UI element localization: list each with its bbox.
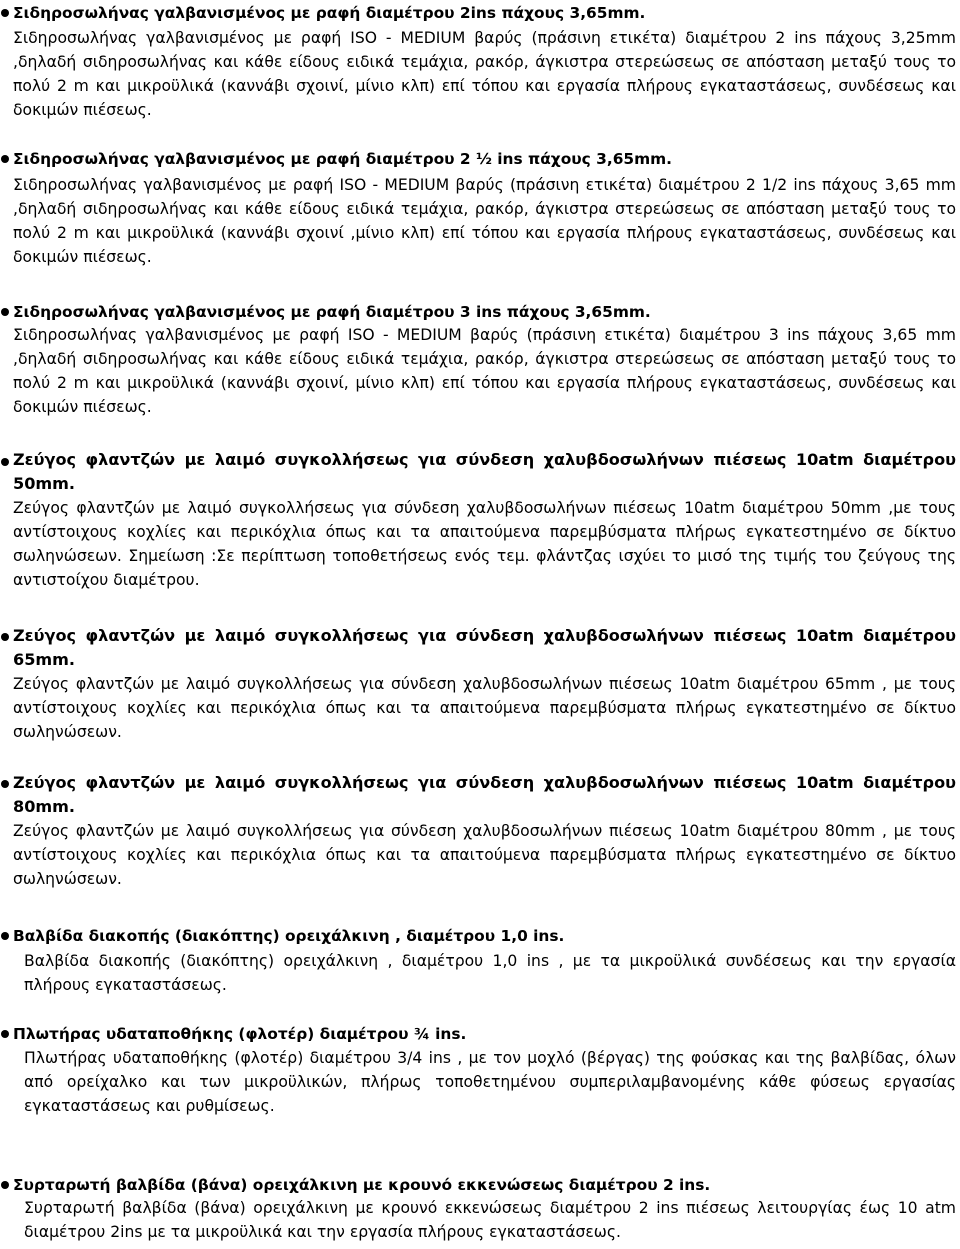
item-title: Σιδηροσωλήνας γαλβανισμένος με ραφή διαμέτρου 2ins πάχους 3,65mm.: [13, 4, 646, 22]
item-description: Συρταρωτή βαλβίδα (βάνα) ορειχάλκινη με κρουνό εκκενώσεως διαμέτρου 2 ins πιέσεως λειτουργίας έως 10 atm διαμέτρου 2ins με τα μικροϋλικά και την εργασία πλήρους εγκαταστάσεως.: [24, 1199, 956, 1241]
bullet-icon: [1, 1030, 9, 1038]
bullet-icon: [1, 932, 9, 940]
item-description: Ζεύγος φλαντζών με λαιμό συγκολλήσεως για σύνδεση χαλυβδοσωλήνων πιέσεως 10atm διαμέτρου 65mm , με τους αντίστοιχους κοχλίες και περικόχλια όπως και τα απαιτούμενα παρεμβύσματα πλήρως εγκατεστημένο σε δίκτυο σωληνώσεων.: [13, 675, 956, 741]
item-description: Σιδηροσωλήνας γαλβανισμένος με ραφή ISO - MEDIUM βαρύς (πράσινη ετικέτα) διαμέτρου 3 ins πάχους 3,65 mm ,δηλαδή σιδηροσωλήνας και κάθε είδους ειδικά τεμάχια, ρακόρ, άγκιστρα στερεώσεως σε απόσταση μεταξύ τους το πολύ 2 m και μικροϋλικά (καννάβι σχοινί, μίνιο κλπ) επί τόπου και εργασία πλήρους εγκαταστάσεως, συνδέσεως και δοκιμών πιέσεως.: [13, 326, 956, 416]
item-title: Πλωτήρας υδαταποθήκης (φλοτέρ) διαμέτρου ¾ ins.: [13, 1025, 467, 1043]
bullet-icon: [1, 9, 9, 17]
item-title: Βαλβίδα διακοπής (διακόπτης) ορειχάλκινη , διαμέτρου 1,0 ins.: [13, 927, 565, 945]
item-title: Ζεύγος φλαντζών με λαιμό συγκολλήσεως για σύνδεση χαλυβδοσωλήνων πιέσεως 10atm διαμέτρου 65mm.: [13, 626, 956, 669]
item-description: Πλωτήρας υδαταποθήκης (φλοτέρ) διαμέτρου 3/4 ins , με τον μοχλό (βέργας) της φούσκας και της βαλβίδας, όλων από ορείχαλκο και των μικροϋλικών, πλήρως τοποθετημένου συμπεριλαμβανομένης κάθε φύσεως εργασίας εγκαταστάσεως και ρυθμίσεως.: [24, 1049, 956, 1115]
bullet-icon: [1, 780, 9, 788]
item-description: Βαλβίδα διακοπής (διακόπτης) ορειχάλκινη , διαμέτρου 1,0 ins , με τα μικροϋλικά συνδέσεως και την εργασία πλήρους εγκαταστάσεως.: [24, 952, 956, 994]
item-title: Σιδηροσωλήνας γαλβανισμένος με ραφή διαμέτρου 2 ½ ins πάχους 3,65mm.: [13, 150, 673, 168]
item-title: Ζεύγος φλαντζών με λαιμό συγκολλήσεως για σύνδεση χαλυβδοσωλήνων πιέσεως 10atm διαμέτρου 50mm.: [13, 450, 956, 493]
item-description: Ζεύγος φλαντζών με λαιμό συγκολλήσεως για σύνδεση χαλυβδοσωλήνων πιέσεως 10atm διαμέτρου 50mm ,με τους αντίστοιχους κοχλίες και περικόχλια όπως και τα απαιτούμενα παρεμβύσματα πλήρως εγκατεστημένο σε δίκτυο σωληνώσεων. Σημείωση :Σε περίπτωση τοποθετήσεως ενός τεμ. φλάντζας ισχύει το μισό της τιμής του ζεύγους της αντιστοίχου διαμέτρου.: [13, 499, 956, 589]
item-title: Σιδηροσωλήνας γαλβανισμένος με ραφή διαμέτρου 3 ins πάχους 3,65mm.: [13, 303, 651, 321]
item-description: Ζεύγος φλαντζών με λαιμό συγκολλήσεως για σύνδεση χαλυβδοσωλήνων πιέσεως 10atm διαμέτρου 80mm , με τους αντίστοιχους κοχλίες και περικόχλια όπως και τα απαιτούμενα παρεμβύσματα πλήρως εγκατεστημένο σε δίκτυο σωληνώσεων.: [13, 822, 956, 888]
item-title: Ζεύγος φλαντζών με λαιμό συγκολλήσεως για σύνδεση χαλυβδοσωλήνων πιέσεως 10atm διαμέτρου 80mm.: [13, 773, 956, 816]
bullet-icon: [1, 155, 9, 163]
bullet-icon: [1, 308, 9, 316]
item-description: Σιδηροσωλήνας γαλβανισμένος με ραφή ISO - MEDIUM βαρύς (πράσινη ετικέτα) διαμέτρου 2 ins πάχους 3,25mm ,δηλαδή σιδηροσωλήνας και κάθε είδους ειδικά τεμάχια, ρακόρ, άγκιστρα στερεώσεως σε απόσταση μεταξύ τους το πολύ 2 m και μικροϋλικά (καννάβι σχοινί, μίνιο κλπ) επί τόπου και εργασία πλήρους εγκαταστάσεως, συνδέσεως και δοκιμών πιέσεως.: [13, 29, 956, 119]
bullet-icon: [1, 1181, 9, 1189]
item-title: Συρταρωτή βαλβίδα (βάνα) ορειχάλκινη με κρουνό εκκενώσεως διαμέτρου 2 ins.: [13, 1176, 711, 1194]
bullet-icon: [1, 633, 9, 641]
bullet-icon: [1, 458, 9, 466]
item-description: Σιδηροσωλήνας γαλβανισμένος με ραφή ISO - MEDIUM βαρύς (πράσινη ετικέτα) διαμέτρου 2 1/2 ins πάχους 3,65 mm ,δηλαδή σιδηροσωλήνας και κάθε είδους ειδικά τεμάχια, ρακόρ, άγκιστρα στερεώσεως σε απόσταση μεταξύ τους το πολύ 2 m και μικροϋλικά (καννάβι σχοινί ,μίνιο κλπ) επί τόπου και εργασία πλήρους εγκαταστάσεως, συνδέσεως και δοκιμών πιέσεως.: [13, 176, 956, 266]
